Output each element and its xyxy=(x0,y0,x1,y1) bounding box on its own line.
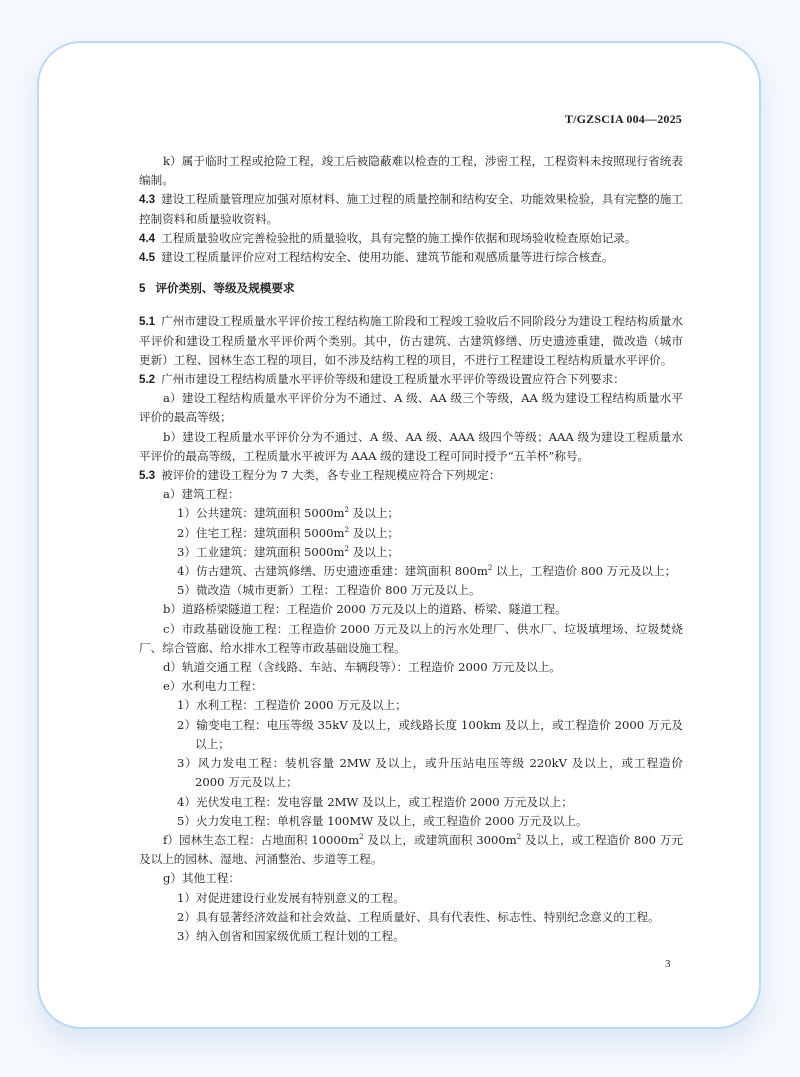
item-text: 及以上，或工程造价 800 万元及以上的园林、湿地、河涌整治、步道等工程。 xyxy=(139,832,683,867)
clause-5-2 xyxy=(139,370,683,389)
sub-list-item: 1）对促进建设行业发展有特别意义的工程。 xyxy=(177,890,405,905)
item-text: 2）住宅工程：建筑面积 5000m xyxy=(177,525,345,540)
section-heading xyxy=(139,279,683,298)
clause-text: 建设工程质量管理应加强对原材料、施工过程的质量控制和结构安全、功能效果检验，具有完整的施工控制资料和质量验收资料。 xyxy=(139,192,683,226)
clause-4-5 xyxy=(139,248,683,267)
superscript: 2 xyxy=(359,833,364,842)
sub-list-item: 2）输变电工程：电压等级 35kV 及以上，或线路长度 100km 及以上，或工程造价 2000 万元及以上； xyxy=(177,717,683,751)
document-body xyxy=(139,152,683,946)
list-item: a）建设工程结构质量水平评价分为不通过、A 级、AA 级三个等级，AA 级为建设工程结构质量水平评价的最高等级； xyxy=(139,391,683,425)
superscript: 2 xyxy=(487,564,493,573)
clause-number: 4.3 xyxy=(139,193,156,207)
item-text: f）园林生态工程：占地面积 10000m xyxy=(163,832,360,847)
clause-number: 5.3 xyxy=(139,469,156,483)
clause-4-3 xyxy=(139,190,683,228)
sub-list-item xyxy=(139,504,683,523)
clause-4-4 xyxy=(139,229,683,248)
sub-list-item xyxy=(139,543,683,562)
sub-list-item: 2）具有显著经济效益和社会效益、工程质量好、具有代表性、标志性、特别纪念意义的工程。 xyxy=(177,909,660,924)
superscript: 2 xyxy=(344,545,349,553)
item-text: 及以上，或建筑面积 3000m xyxy=(363,832,517,847)
list-item: a）建筑工程： xyxy=(163,487,240,502)
list-item: g）其他工程： xyxy=(163,871,240,886)
clause-number: 5.1 xyxy=(139,315,156,329)
list-item xyxy=(139,831,683,869)
sub-list-item: 4）光伏发电工程：发电容量 2MW 及以上，或工程造价 2000 万元及以上； xyxy=(177,794,573,809)
clause-text: 被评价的建设工程分为 7 大类，各专业工程规模应符合下列规定： xyxy=(161,468,501,483)
item-text: 及以上； xyxy=(348,525,400,540)
clause-text: 工程质量验收应完善检验批的质量验收，具有完整的施工操作依据和现场验收检查原始记录。 xyxy=(161,230,637,245)
item-text: 及以上； xyxy=(348,544,400,559)
clause-text: 广州市建设工程质量水平评价按工程结构施工阶段和工程竣工验收后不同阶段分为建设工程结构质量水平评价和建设工程质量水平评价两个类别。其中，仿古建筑、古建筑修缮、历史遗迹重建，微改造（城市更新）工程、园林生态工程的项目，如不涉及结构工程的项目，不进行工程建设工程结构质量水平评价。 xyxy=(139,314,683,367)
sub-list-item xyxy=(139,524,683,543)
sub-list-item: 3）纳入创省和国家级优质工程计划的工程。 xyxy=(177,928,405,943)
clause-4-2-k: k）属于临时工程或抢险工程，竣工后被隐蔽难以检查的工程，涉密工程，工程资料未按照现行省统表编制。 xyxy=(139,154,683,188)
sub-list-item: 3）风力发电工程：装机容量 2MW 及以上，或升压站电压等级 220kV 及以上，或工程造价 2000 万元及以上； xyxy=(177,756,683,790)
clause-5-1 xyxy=(139,312,683,370)
sub-list-item: 5）微改造（城市更新）工程：工程造价 800 万元及以上。 xyxy=(177,583,481,598)
item-text: 4）仿古建筑、古建筑修缮、历史遗迹重建：建筑面积 800m xyxy=(177,564,488,579)
document-code: T/GZSCIA 004—2025 xyxy=(564,112,682,126)
clause-number: 4.4 xyxy=(139,231,156,245)
clause-5-3 xyxy=(139,466,683,485)
sub-list-item xyxy=(139,562,683,581)
list-item: d）轨道交通工程（含线路、车站、车辆段等）：工程造价 2000 万元及以上。 xyxy=(163,660,561,675)
list-item: c）市政基础设施工程：工程造价 2000 万元及以上的污水处理厂、供水厂、垃圾填埋场、垃圾焚烧厂、综合管廊、给水排水工程等市政基础设施工程。 xyxy=(139,621,683,655)
page-number: 3 xyxy=(665,958,671,970)
clause-text: 广州市建设工程结构质量水平评价等级和建设工程质量水平评价等级设置应符合下列要求： xyxy=(161,372,625,387)
item-text: 以上，工程造价 800 万元及以上； xyxy=(492,564,677,579)
sub-list-item: 5）火力发电工程：单机容量 100MW 及以上，或工程造价 2000 万元及以上。 xyxy=(177,813,588,828)
clause-number: 4.5 xyxy=(139,251,156,265)
superscript: 2 xyxy=(344,525,349,534)
clause-text: 建设工程质量评价应对工程结构安全、使用功能、建筑节能和观感质量等进行综合核查。 xyxy=(161,250,614,265)
list-item: e）水利电力工程： xyxy=(163,679,263,694)
item-text: 1）公共建筑：建筑面积 5000m xyxy=(177,506,345,521)
superscript: 2 xyxy=(516,833,522,842)
list-item: b）道路桥梁隧道工程：工程造价 2000 万元及以上的道路、桥梁、隧道工程。 xyxy=(163,602,567,617)
section-number: 5 xyxy=(139,282,146,296)
section-title: 评价类别、等级及规模要求 xyxy=(155,281,295,296)
sub-list-item: 1）水利工程：工程造价 2000 万元及以上； xyxy=(177,698,407,713)
list-item: b）建设工程质量水平评价分为不通过、A 级、AA 级、AAA 级四个等级；AAA 级为建设工程质量水平评价的最高等级，工程质量水平被评为 AAA 级的建设工程可同时授予“五羊杯”称号。 xyxy=(139,429,683,463)
item-text: 及以上； xyxy=(348,506,400,521)
item-text: 3）工业建筑：建筑面积 5000m xyxy=(177,544,345,559)
clause-number: 5.2 xyxy=(139,373,156,387)
superscript: 2 xyxy=(344,506,349,515)
